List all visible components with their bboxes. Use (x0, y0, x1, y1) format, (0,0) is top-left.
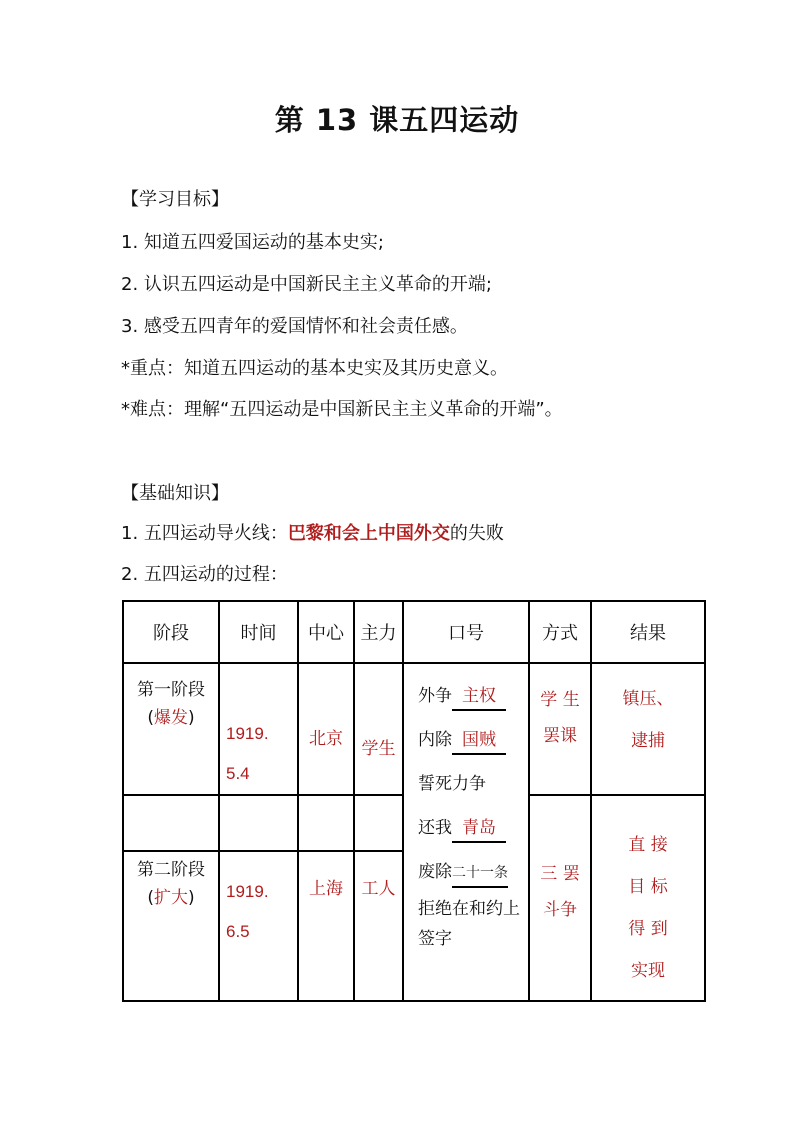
header-center: 中心 (298, 601, 354, 663)
fuse-suffix: 的失败 (449, 523, 504, 544)
stage2-cell: 第二阶段 (扩大) (123, 851, 219, 1001)
stage1-center-cell (298, 663, 354, 795)
stage2-label: 第二阶段 (137, 860, 205, 880)
slogan-blank: 国贼 (452, 727, 506, 755)
key-point: *重点：知道五四运动的基本史实及其历史意义。 (121, 358, 508, 379)
slogan-line: 誓死力争 (418, 774, 486, 794)
header-stage: 阶段 (123, 601, 219, 663)
header-result: 结果 (591, 601, 705, 663)
slogan-blank: 二十一条 (452, 860, 508, 888)
stage2-force-cell (354, 851, 403, 1001)
stage1-force-cell (354, 663, 403, 795)
stage2-time-year: 1919. (226, 882, 269, 901)
slogan-line: 外争 主权 (418, 674, 528, 718)
header-force: 主力 (354, 601, 403, 663)
fuse-answer: 巴黎和会上中国外交 (287, 523, 450, 544)
result2-cell (591, 795, 705, 1001)
table-header-row (123, 601, 705, 663)
slogan-blank: 青岛 (452, 815, 506, 843)
method2-cell (529, 795, 591, 1001)
stage2-tag: 扩大 (154, 888, 188, 908)
basics-header: 【基础知识】 (121, 483, 229, 504)
stage1-time-day: 5.4 (226, 764, 250, 783)
goal-item: 3. 感受五四青年的爱国情怀和社会责任感。 (121, 316, 468, 337)
fuse-prefix: 1. 五四运动导火线： (121, 523, 288, 544)
result1-line: 逮捕 (631, 731, 665, 751)
result2-line: 目 标 (628, 877, 668, 897)
slogan-cell (403, 663, 529, 1001)
time-filler (219, 795, 298, 851)
result2-line: 直 接 (628, 835, 668, 855)
result2-line: 实现 (631, 961, 665, 981)
stage1-tag: 爆发 (154, 708, 188, 728)
slogan-line: 拒绝在和约上签字 (418, 899, 520, 949)
result1-line: 镇压、 (622, 689, 674, 709)
force-filler (354, 795, 403, 851)
stage1-label: 第一阶段 (137, 680, 205, 700)
method2-line: 三 罢 (540, 864, 580, 884)
page-title: 第 13 课五四运动 (274, 103, 520, 137)
stage2-force: 工人 (361, 879, 396, 899)
stage2-time-day: 6.5 (226, 922, 250, 941)
process-table (122, 600, 704, 986)
method1-line: 罢课 (543, 726, 577, 746)
stage1-cell: 第一阶段 (爆发) (123, 663, 219, 795)
header-method: 方式 (529, 601, 591, 663)
stage2-center-cell (298, 851, 354, 1001)
stage1-force: 学生 (361, 739, 396, 759)
method1-line: 学 生 (540, 690, 580, 710)
stage1-center: 北京 (309, 729, 343, 749)
process-title: 2. 五四运动的过程： (121, 564, 288, 585)
slogan-blank: 主权 (452, 683, 506, 711)
stage1-time-cell (219, 663, 298, 795)
stage1-time-year: 1919. (226, 724, 269, 743)
goal-item: 1. 知道五四爱国运动的基本史实; (121, 232, 384, 253)
goals-header: 【学习目标】 (121, 189, 229, 210)
method1-cell (529, 663, 591, 795)
goal-item: 2. 认识五四运动是中国新民主主义革命的开端; (121, 274, 492, 295)
slogan-line: 还我 青岛 (418, 806, 528, 850)
header-time: 时间 (219, 601, 298, 663)
stage-filler (123, 795, 219, 851)
stage2-center: 上海 (309, 879, 343, 899)
table-row (123, 663, 705, 795)
difficult-point: *难点：理解“五四运动是中国新民主主义革命的开端”。 (121, 399, 563, 420)
slogan-line: 内除 国贼 (418, 718, 528, 762)
stage2-time-cell (219, 851, 298, 1001)
fuse-line (121, 522, 504, 546)
method2-line: 斗争 (543, 900, 577, 920)
header-slogan: 口号 (403, 601, 529, 663)
center-filler (298, 795, 354, 851)
result2-line: 得 到 (628, 919, 668, 939)
slogan-line: 废除二十一条 (418, 850, 528, 894)
result1-cell (591, 663, 705, 795)
